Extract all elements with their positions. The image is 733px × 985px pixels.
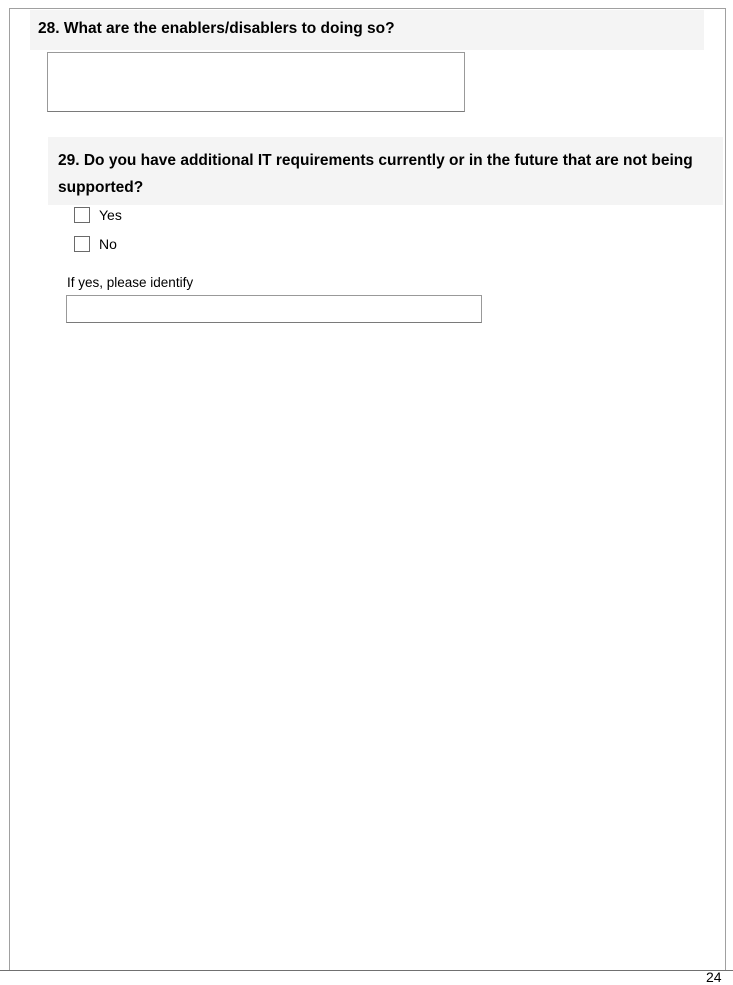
question-29-detail-label: If yes, please identify: [67, 275, 194, 290]
question-29-option-no[interactable]: [74, 236, 117, 252]
no-checkbox[interactable]: [74, 236, 90, 252]
question-29-detail-field[interactable]: [66, 295, 482, 323]
yes-label: Yes: [99, 207, 122, 223]
question-29-title: 29. Do you have additional IT requirements currently or in the future that are not being supported?: [48, 137, 723, 205]
question-29-option-yes[interactable]: [74, 207, 122, 223]
page-bottom-rule: [0, 970, 733, 971]
no-label: No: [99, 236, 117, 252]
yes-checkbox[interactable]: [74, 207, 90, 223]
question-28-answer-field[interactable]: [47, 52, 465, 112]
page-number: 24: [706, 969, 722, 985]
question-28-title: 28. What are the enablers/disablers to doing so?: [30, 10, 704, 50]
